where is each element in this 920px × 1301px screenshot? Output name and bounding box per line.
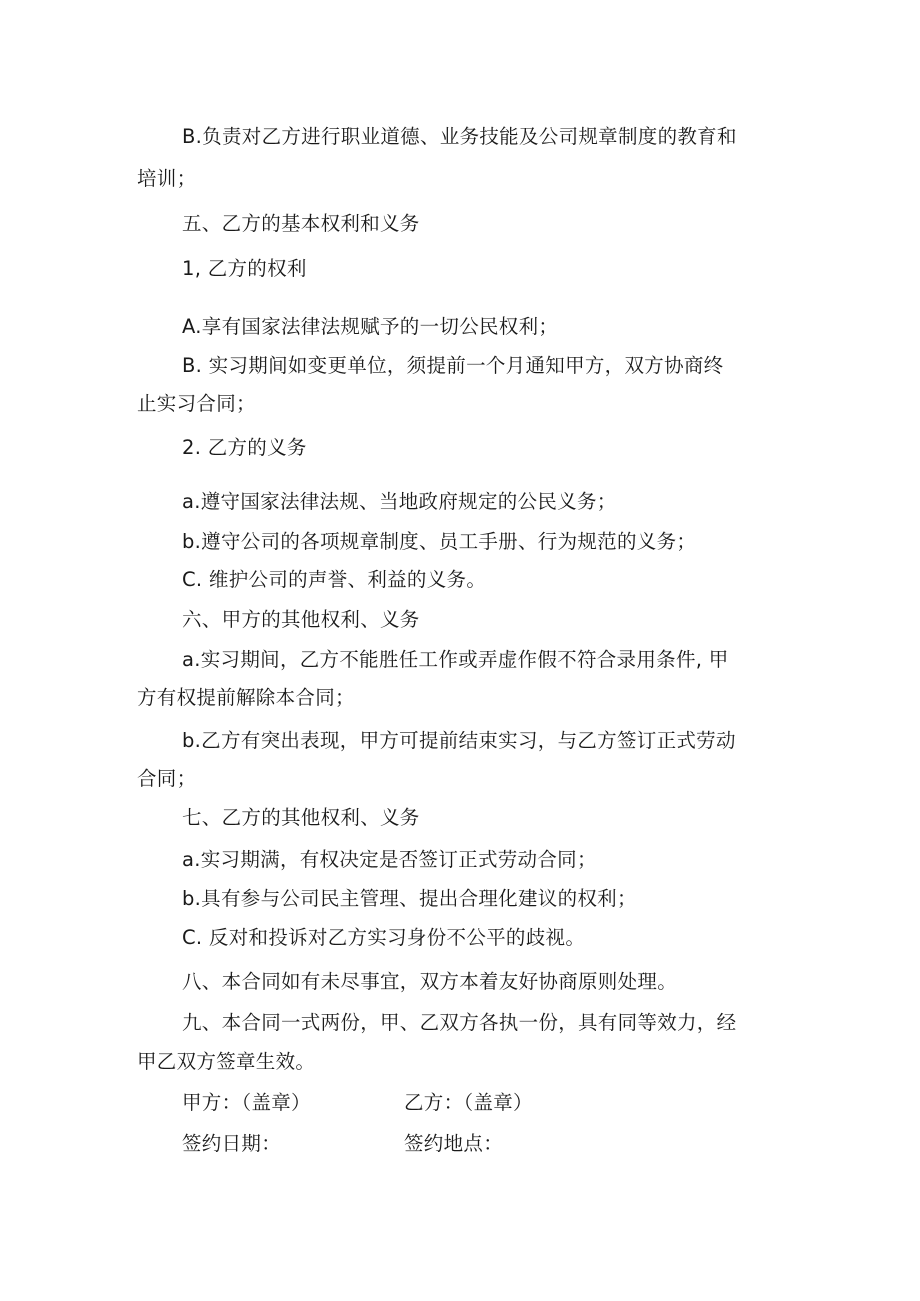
clause-duties-a: a.遵守国家法律法规、当地政府规定的公民义务；	[182, 490, 617, 513]
party-b-seal: 乙方：（盖章）	[404, 1091, 533, 1114]
subsection-rights-heading: 1, 乙方的权利	[182, 257, 307, 280]
clause-rights-b-line2: 止实习合同；	[137, 392, 256, 415]
clause-rights-b-line1: B. 实习期间如变更单位，须提前一个月通知甲方，双方协商终	[182, 354, 724, 377]
subsection-duties-heading: 2. 乙方的义务	[182, 436, 307, 459]
section-9-line1: 九、本合同一式两份，甲、乙双方各执一份，具有同等效力，经	[182, 1011, 737, 1034]
section-8: 八、本合同如有未尽事宜，双方本着友好协商原则处理。	[182, 970, 678, 993]
sign-place-label: 签约地点：	[404, 1132, 504, 1155]
clause-duties-b: b.遵守公司的各项规章制度、员工手册、行为规范的义务；	[182, 530, 697, 553]
clause-6b-line2: 合同；	[137, 767, 197, 790]
clause-7c: C. 反对和投诉对乙方实习身份不公平的歧视。	[182, 926, 586, 949]
clause-6a-line1: a.实习期间，乙方不能胜任工作或弄虚作假不符合录用条件, 甲	[182, 648, 729, 671]
clause-4b-line1: B.负责对乙方进行职业道德、业务技能及公司规章制度的教育和	[182, 125, 737, 148]
section-5-heading: 五、乙方的基本权利和义务	[182, 212, 420, 235]
clause-6a-line2: 方有权提前解除本合同；	[137, 686, 355, 709]
clause-6b-line1: b.乙方有突出表现，甲方可提前结束实习，与乙方签订正式劳动	[182, 729, 736, 752]
clause-7b: b.具有参与公司民主管理、提出合理化建议的权利；	[182, 887, 637, 910]
party-a-seal: 甲方：（盖章）	[182, 1091, 311, 1114]
section-7-heading: 七、乙方的其他权利、义务	[182, 806, 420, 829]
section-9-line2: 甲乙双方签章生效。	[137, 1050, 316, 1073]
section-6-heading: 六、甲方的其他权利、义务	[182, 608, 420, 631]
clause-4b-line2: 培训；	[137, 167, 197, 190]
clause-rights-a: A.享有国家法律法规赋予的一切公民权利；	[182, 315, 559, 338]
clause-duties-c: C. 维护公司的声誉、利益的义务。	[182, 568, 487, 591]
sign-date-label: 签约日期：	[182, 1132, 282, 1155]
clause-7a: a.实习期满，有权决定是否签订正式劳动合同；	[182, 848, 597, 871]
